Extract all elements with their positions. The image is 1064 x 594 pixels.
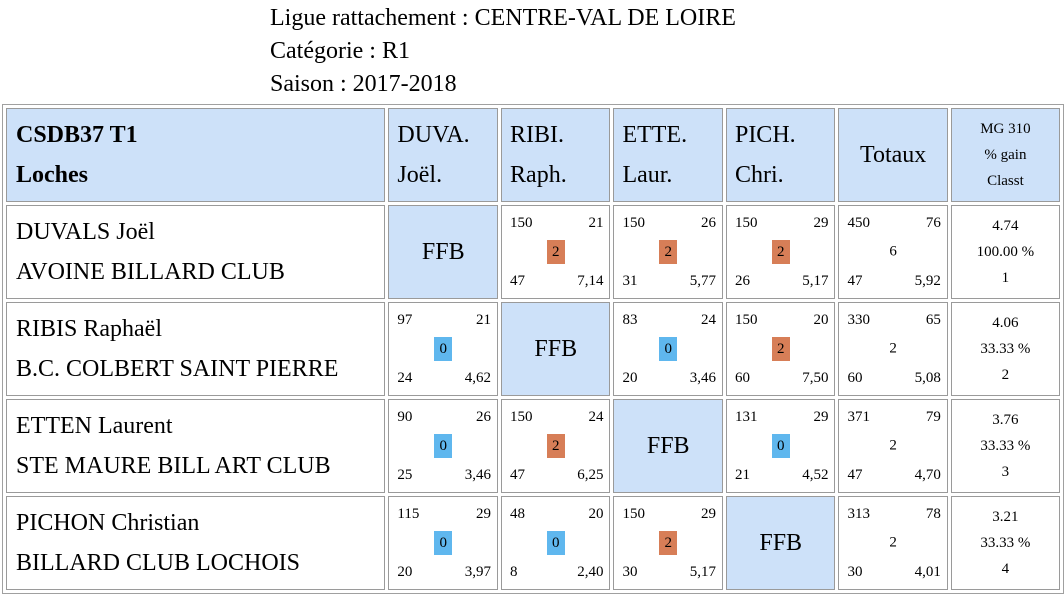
player-name: RIBIS Raphaël bbox=[16, 316, 162, 342]
total-serie: 47 bbox=[847, 467, 863, 483]
mg-header-line2: % gain bbox=[984, 147, 1027, 163]
moyenne: 5,17 bbox=[689, 564, 716, 580]
reprises: 24 bbox=[588, 409, 604, 425]
match-cell bbox=[501, 496, 610, 590]
column-header-line1: DUVA. bbox=[397, 122, 470, 148]
column-header-line2: Laur. bbox=[622, 162, 673, 188]
reprises: 29 bbox=[813, 409, 829, 425]
table-row bbox=[6, 205, 1060, 299]
total-moyenne: 5,08 bbox=[914, 370, 941, 386]
reprises: 26 bbox=[700, 215, 716, 231]
reprises: 20 bbox=[588, 506, 604, 522]
player-club: AVOINE BILLARD CLUB bbox=[16, 259, 285, 285]
player-name: PICHON Christian bbox=[16, 510, 200, 536]
saison-line: Saison : 2017-2018 bbox=[270, 71, 457, 97]
column-header-line1: ETTE. bbox=[622, 122, 688, 148]
points: 131 bbox=[734, 409, 758, 425]
player-club: B.C. COLBERT SAINT PIERRE bbox=[16, 356, 339, 382]
points: 150 bbox=[510, 409, 533, 425]
points: 150 bbox=[622, 506, 645, 522]
serie: 47 bbox=[510, 467, 526, 483]
points: 97 bbox=[397, 312, 413, 328]
team-name: CSDB37 T1 bbox=[16, 122, 138, 148]
points: 150 bbox=[622, 215, 645, 231]
column-header-line2: Joël. bbox=[397, 162, 443, 188]
mg-header bbox=[951, 108, 1060, 202]
mg-rank: 1 bbox=[1001, 270, 1010, 286]
categorie-line: Catégorie : R1 bbox=[270, 38, 410, 64]
serie: 21 bbox=[734, 467, 750, 483]
mg-moyenne: 3.21 bbox=[992, 509, 1019, 525]
mg-moyenne: 3.76 bbox=[992, 412, 1019, 428]
total-points: 313 bbox=[847, 506, 870, 522]
total-cell bbox=[838, 205, 947, 299]
points: 115 bbox=[397, 506, 420, 522]
column-header-pichon bbox=[726, 108, 835, 202]
total-serie: 47 bbox=[847, 273, 863, 289]
moyenne: 3,46 bbox=[689, 370, 716, 386]
result-badge: 0 bbox=[659, 337, 677, 361]
reprises: 29 bbox=[476, 506, 492, 522]
reprises: 26 bbox=[476, 409, 492, 425]
total-reprises: 78 bbox=[925, 506, 941, 522]
mg-cell bbox=[951, 205, 1060, 299]
table-row bbox=[6, 302, 1060, 396]
ligue-line: Ligue rattachement : CENTRE-VAL DE LOIRE bbox=[270, 5, 736, 31]
match-cell bbox=[501, 399, 610, 493]
moyenne: 3,46 bbox=[464, 467, 492, 483]
player-name: ETTEN Laurent bbox=[16, 413, 173, 439]
player-cell bbox=[6, 302, 385, 396]
serie: 31 bbox=[622, 273, 638, 289]
mg-header-line1: MG 310 bbox=[980, 121, 1031, 137]
total-result: 2 bbox=[889, 534, 897, 551]
serie: 25 bbox=[397, 467, 413, 483]
total-cell bbox=[838, 399, 947, 493]
mg-header-line3: Classt bbox=[987, 173, 1024, 189]
ffb-cell: FFB bbox=[726, 496, 835, 590]
moyenne: 3,97 bbox=[464, 564, 492, 580]
player-club: STE MAURE BILL ART CLUB bbox=[16, 453, 331, 479]
result-badge: 0 bbox=[434, 434, 452, 458]
total-points: 330 bbox=[847, 312, 870, 328]
reprises: 21 bbox=[588, 215, 604, 231]
total-cell bbox=[838, 496, 947, 590]
table-row bbox=[6, 399, 1060, 493]
result-badge: 0 bbox=[547, 531, 565, 555]
match-cell bbox=[388, 496, 498, 590]
moyenne: 7,50 bbox=[802, 370, 829, 386]
match-cell bbox=[388, 399, 498, 493]
total-points: 371 bbox=[847, 409, 870, 425]
column-header-line1: RIBI. bbox=[510, 122, 565, 148]
moyenne: 6,25 bbox=[577, 467, 604, 483]
ffb-cell: FFB bbox=[613, 399, 723, 493]
reprises: 24 bbox=[700, 312, 716, 328]
column-header-line2: Raph. bbox=[510, 162, 567, 188]
match-cell bbox=[726, 399, 835, 493]
player-club: BILLARD CLUB LOCHOIS bbox=[16, 550, 301, 576]
ffb-cell: FFB bbox=[501, 302, 610, 396]
mg-percent: 33.33 % bbox=[980, 535, 1031, 551]
serie: 20 bbox=[397, 564, 413, 580]
total-serie: 30 bbox=[847, 564, 863, 580]
points: 83 bbox=[622, 312, 638, 328]
total-moyenne: 4,70 bbox=[914, 467, 941, 483]
total-result: 6 bbox=[889, 243, 897, 260]
column-header-ribis bbox=[501, 108, 610, 202]
result-badge: 2 bbox=[547, 240, 565, 264]
reprises: 20 bbox=[813, 312, 829, 328]
moyenne: 5,17 bbox=[802, 273, 829, 289]
match-cell bbox=[613, 302, 723, 396]
total-moyenne: 4,01 bbox=[914, 564, 941, 580]
serie: 30 bbox=[622, 564, 638, 580]
total-reprises: 79 bbox=[925, 409, 941, 425]
header-row bbox=[6, 108, 1060, 202]
ffb-cell: FFB bbox=[388, 205, 498, 299]
result-badge: 2 bbox=[547, 434, 565, 458]
points: 150 bbox=[734, 312, 758, 328]
moyenne: 4,52 bbox=[802, 467, 829, 483]
result-badge: 2 bbox=[659, 531, 677, 555]
mg-percent: 33.33 % bbox=[980, 438, 1031, 454]
column-header-line2: Chri. bbox=[734, 162, 784, 188]
points: 150 bbox=[510, 215, 533, 231]
team-header bbox=[6, 108, 385, 202]
serie: 8 bbox=[510, 564, 518, 580]
total-result: 2 bbox=[889, 437, 897, 454]
match-cell bbox=[501, 205, 610, 299]
player-cell bbox=[6, 496, 385, 590]
results-table bbox=[2, 104, 1064, 594]
mg-rank: 2 bbox=[1001, 367, 1010, 383]
team-city: Loches bbox=[16, 162, 88, 188]
moyenne: 7,14 bbox=[577, 273, 604, 289]
total-cell bbox=[838, 302, 947, 396]
serie: 26 bbox=[734, 273, 750, 289]
result-badge: 2 bbox=[772, 240, 790, 264]
serie: 20 bbox=[622, 370, 638, 386]
match-cell bbox=[726, 302, 835, 396]
points: 150 bbox=[734, 215, 758, 231]
match-cell bbox=[613, 205, 723, 299]
serie: 60 bbox=[734, 370, 750, 386]
total-result: 2 bbox=[889, 340, 897, 357]
match-cell bbox=[388, 302, 498, 396]
mg-cell bbox=[951, 496, 1060, 590]
player-cell bbox=[6, 399, 385, 493]
mg-cell bbox=[951, 399, 1060, 493]
result-badge: 2 bbox=[772, 337, 790, 361]
mg-moyenne: 4.06 bbox=[992, 315, 1019, 331]
reprises: 21 bbox=[476, 312, 492, 328]
total-reprises: 65 bbox=[925, 312, 941, 328]
totaux-header: Totaux bbox=[838, 108, 947, 202]
mg-rank: 3 bbox=[1001, 464, 1010, 480]
mg-percent: 100.00 % bbox=[976, 244, 1035, 260]
points: 48 bbox=[510, 506, 526, 522]
table-row bbox=[6, 496, 1060, 590]
reprises: 29 bbox=[813, 215, 829, 231]
total-points: 450 bbox=[847, 215, 870, 231]
result-badge: 0 bbox=[772, 434, 790, 458]
mg-rank: 4 bbox=[1001, 561, 1010, 577]
column-header-line1: PICH. bbox=[734, 122, 796, 148]
result-badge: 0 bbox=[434, 337, 452, 361]
points: 90 bbox=[397, 409, 413, 425]
serie: 24 bbox=[397, 370, 413, 386]
reprises: 29 bbox=[700, 506, 716, 522]
match-cell bbox=[726, 205, 835, 299]
total-serie: 60 bbox=[847, 370, 863, 386]
match-cell bbox=[613, 496, 723, 590]
column-header-etten bbox=[613, 108, 723, 202]
total-moyenne: 5,92 bbox=[914, 273, 941, 289]
moyenne: 5,77 bbox=[689, 273, 716, 289]
moyenne: 4,62 bbox=[464, 370, 492, 386]
moyenne: 2,40 bbox=[577, 564, 604, 580]
result-badge: 2 bbox=[659, 240, 677, 264]
mg-percent: 33.33 % bbox=[980, 341, 1031, 357]
mg-cell bbox=[951, 302, 1060, 396]
result-badge: 0 bbox=[434, 531, 452, 555]
player-cell bbox=[6, 205, 385, 299]
mg-moyenne: 4.74 bbox=[992, 218, 1019, 234]
total-reprises: 76 bbox=[925, 215, 941, 231]
serie: 47 bbox=[510, 273, 526, 289]
player-name: DUVALS Joël bbox=[16, 219, 155, 245]
column-header-duvals bbox=[388, 108, 498, 202]
